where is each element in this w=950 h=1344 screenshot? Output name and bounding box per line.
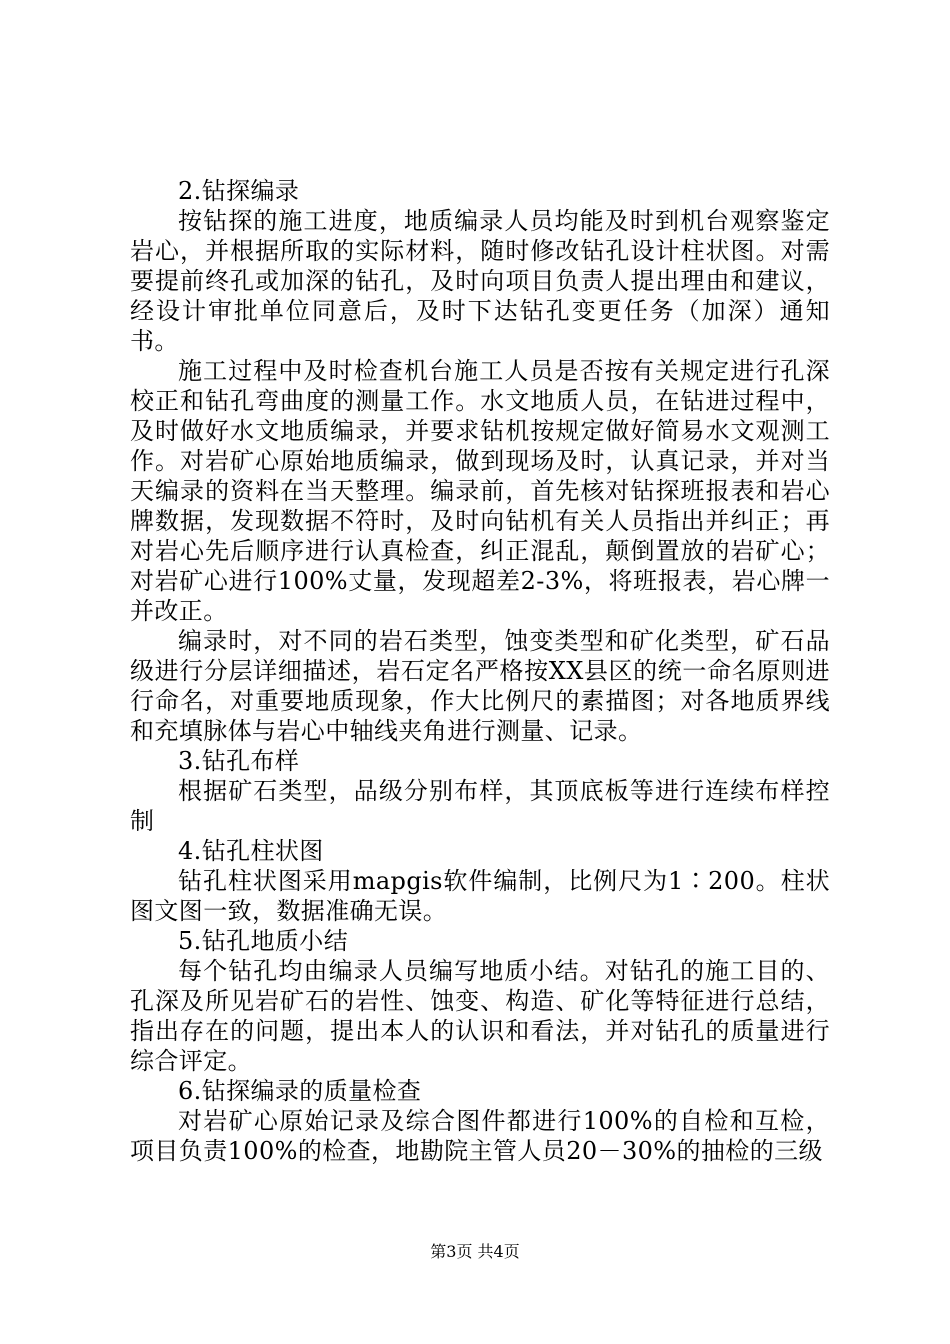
section-heading-sampling: 3.钻孔布样	[178, 747, 300, 775]
paragraph-quality-check: 对岩矿心原始记录及综合图件都进行100%的自检和互检，项目负责100%的检查，地勘院主管人员20－30%的抽检的三级	[130, 1107, 830, 1165]
section-heading-drilling-logging: 2.钻探编录	[178, 177, 300, 205]
paragraph-sampling: 根据矿石类型，品级分别布样，其顶底板等进行连续布样控制	[130, 777, 830, 835]
paragraph-columnar-chart: 钻孔柱状图采用mapgis软件编制，比例尺为1∶200。柱状图文图一致，数据准确无误。	[130, 867, 830, 925]
section-heading-geological-summary: 5.钻孔地质小结	[178, 927, 349, 955]
paragraph-logging-description: 编录时，对不同的岩石类型，蚀变类型和矿化类型，矿石品级进行分层详细描述，岩石定名严格按XX县区的统一命名原则进行命名，对重要地质现象，作大比例尺的素描图；对各地质界线和充填脉体与岩心中轴线夹角进行测量、记录。	[130, 627, 830, 745]
page-footer	[0, 1242, 950, 1262]
paragraph-drilling-progress: 按钻探的施工进度，地质编录人员均能及时到机台观察鉴定岩心，并根据所取的实际材料，随时修改钻孔设计柱状图。对需要提前终孔或加深的钻孔，及时向项目负责人提出理由和建议，经设计审批单位同意后，及时下达钻孔变更任务（加深）通知书。	[130, 207, 830, 355]
paragraph-construction-check: 施工过程中及时检查机台施工人员是否按有关规定进行孔深校正和钻孔弯曲度的测量工作。水文地质人员，在钻进过程中，及时做好水文地质编录，并要求钻机按规定做好简易水文观测工作。对岩矿心原始地质编录，做到现场及时，认真记录，并对当天编录的资料在当天整理。编录前，首先核对钻探班报表和岩心牌数据，发现数据不符时，及时向钻机有关人员指出并纠正；再对岩心先后顺序进行认真检查，纠正混乱，颠倒置放的岩矿心；对岩矿心进行100%丈量，发现超差2-3%，将班报表，岩心牌一并改正。	[130, 357, 830, 625]
paragraph-geological-summary: 每个钻孔均由编录人员编写地质小结。对钻孔的施工目的、孔深及所见岩矿石的岩性、蚀变、构造、矿化等特征进行总结，指出存在的问题，提出本人的认识和看法，并对钻孔的质量进行综合评定。	[130, 957, 830, 1075]
section-heading-quality-check: 6.钻探编录的质量检查	[178, 1077, 422, 1105]
document-body	[130, 176, 830, 1166]
section-heading-columnar-chart: 4.钻孔柱状图	[178, 837, 324, 865]
page-number-label: 第3页 共4页	[430, 1242, 520, 1261]
